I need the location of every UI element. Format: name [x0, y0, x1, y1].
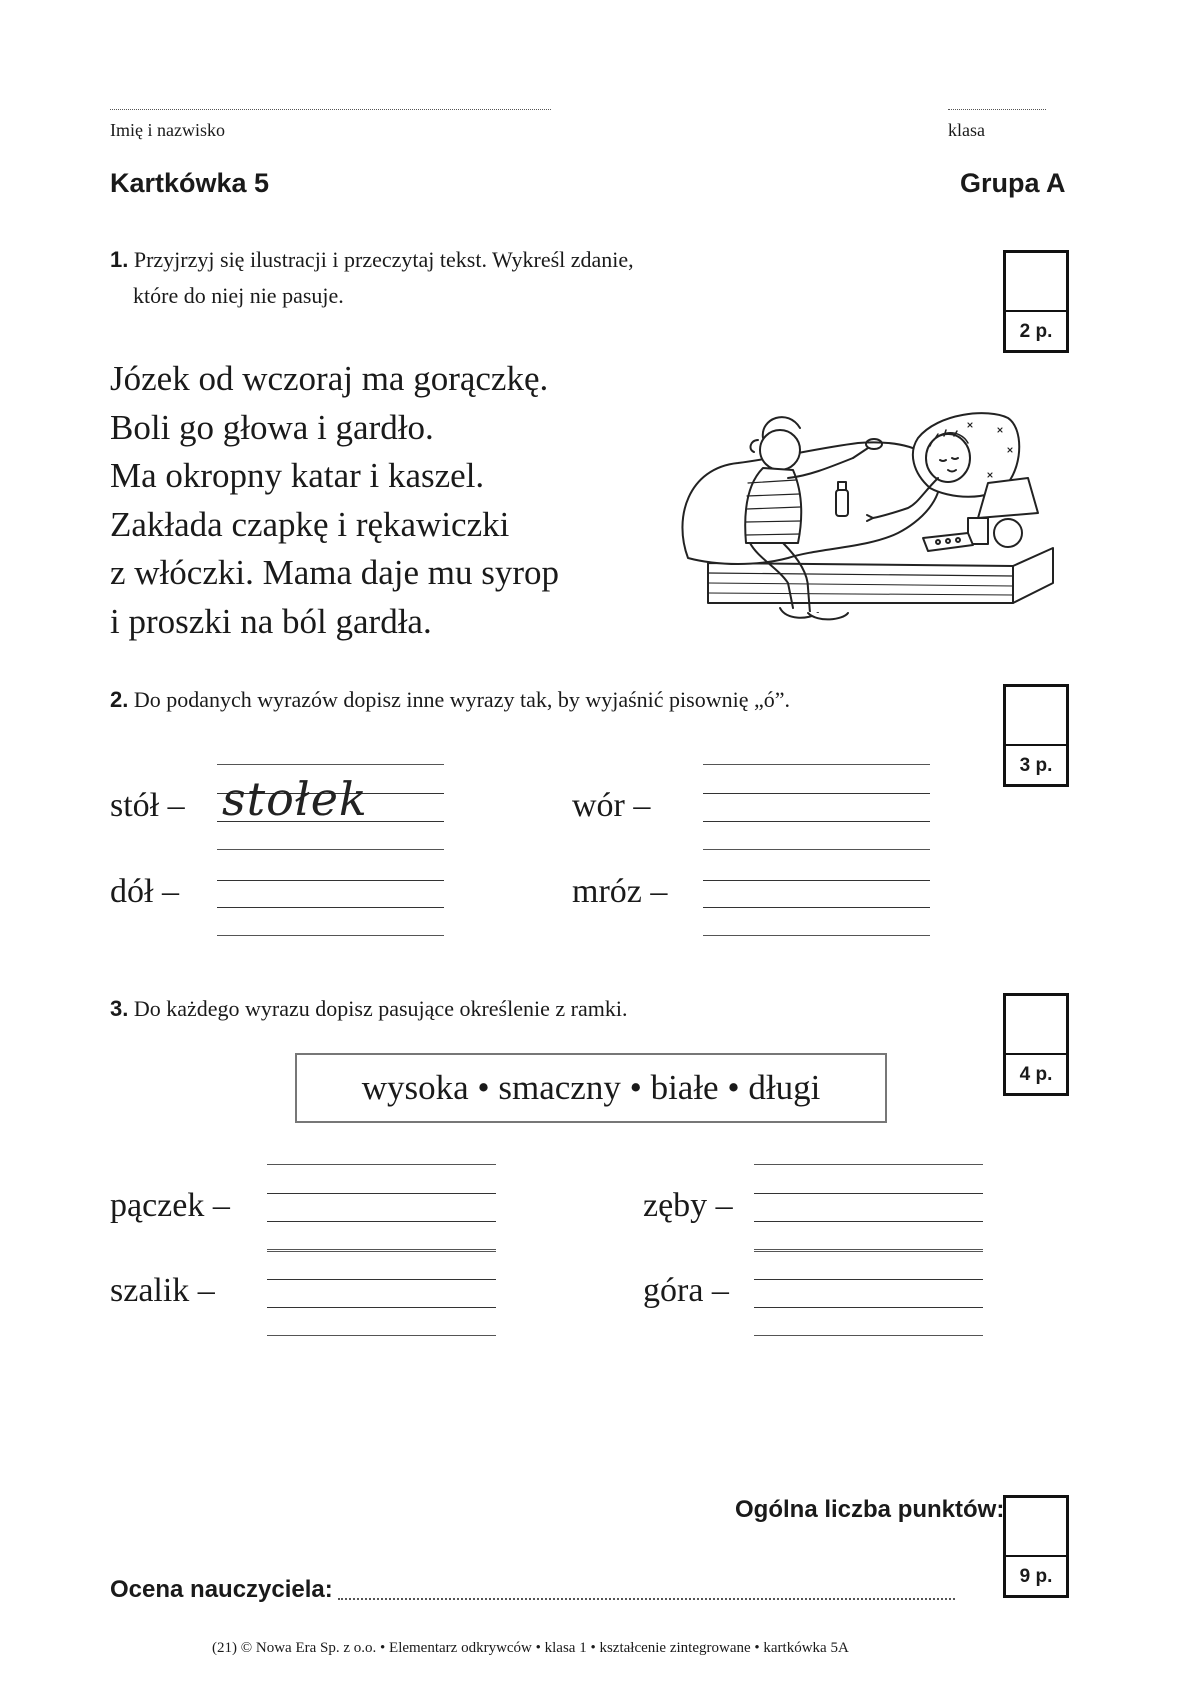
- task2-score-box[interactable]: [1003, 684, 1069, 787]
- story-line[interactable]: Józek od wczoraj ma gorączkę.: [110, 359, 549, 398]
- writing-line[interactable]: [754, 1307, 983, 1308]
- writing-line: [703, 849, 930, 850]
- writing-line[interactable]: [267, 1221, 496, 1222]
- sick-boy-illustration: [668, 408, 1068, 628]
- handwritten-answer-text: stołek: [222, 772, 368, 826]
- task2-number: 2.: [110, 687, 129, 712]
- writing-line: [267, 1251, 496, 1252]
- task1-score-box[interactable]: [1003, 250, 1069, 353]
- writing-line[interactable]: [267, 1279, 496, 1280]
- total-points-label: Ogólna liczba punktów:: [735, 1496, 1005, 1523]
- task2-word-mroz: mróz –: [572, 873, 668, 910]
- task2-instruction: [110, 682, 1010, 718]
- writing-line: [267, 1249, 496, 1250]
- task3-instruction-text: Do każdego wyrazu dopisz pasujące określenie z ramki.: [133, 996, 628, 1021]
- writing-line[interactable]: [703, 907, 930, 908]
- story-line[interactable]: Zakłada czapkę i rękawiczki: [110, 504, 510, 544]
- task2-points: 3 p.: [1019, 755, 1053, 776]
- writing-line: [267, 1164, 496, 1165]
- writing-line: [217, 935, 444, 936]
- name-dotted-line[interactable]: [110, 109, 551, 110]
- task1-number: 1.: [110, 247, 129, 272]
- task2-instruction-text: Do podanych wyrazów dopisz inne wyrazy tak, by wyjaśnić pisownię „ó”.: [133, 687, 791, 712]
- writing-line[interactable]: [754, 1279, 983, 1280]
- name-label: Imię i nazwisko: [110, 120, 225, 140]
- writing-line[interactable]: [703, 793, 930, 794]
- task2-word-dol: dół –: [110, 873, 179, 910]
- task3-score-box[interactable]: [1003, 993, 1069, 1096]
- writing-line: [703, 764, 930, 765]
- task1-instruction-line1: Przyjrzyj się ilustracji i przeczytaj tekst. Wykreśl zdanie,: [133, 247, 634, 272]
- writing-line: [754, 1335, 983, 1336]
- writing-line: [267, 1335, 496, 1336]
- task1-score-input[interactable]: [1006, 253, 1066, 312]
- writing-line: [703, 935, 930, 936]
- writing-line: [754, 1164, 983, 1165]
- writing-line[interactable]: [217, 880, 444, 881]
- writing-line: [217, 849, 444, 850]
- total-score-input[interactable]: [1006, 1498, 1066, 1557]
- teacher-grade-label: Ocena nauczyciela:: [110, 1576, 333, 1603]
- story-line[interactable]: Ma okropny katar i kaszel.: [110, 456, 485, 496]
- task3-word-zeby: zęby –: [643, 1187, 733, 1224]
- task1-points: 2 p.: [1019, 321, 1053, 342]
- task2-word-stol: stół –: [110, 787, 185, 824]
- footer-copyright: (21) © Nowa Era Sp. z o.o. • Elementarz odkrywców • klasa 1 • kształcenie zintegrowane • kartkówka 5A: [212, 1640, 849, 1656]
- writing-line: [754, 1251, 983, 1252]
- writing-line[interactable]: [267, 1193, 496, 1194]
- story-line[interactable]: Boli go głowa i gardło.: [110, 407, 434, 447]
- task1-instruction: [110, 242, 830, 314]
- story-line[interactable]: z włóczki. Mama daje mu syrop: [110, 553, 560, 593]
- class-label: klasa: [948, 120, 985, 140]
- task3-word-gora: góra –: [643, 1272, 729, 1309]
- total-points: 9 p.: [1019, 1566, 1053, 1587]
- group-label: Grupa A: [960, 168, 1066, 198]
- task3-number: 3.: [110, 996, 129, 1021]
- page-title: Kartkówka 5: [110, 168, 270, 198]
- writing-line[interactable]: [703, 880, 930, 881]
- writing-line: [217, 764, 444, 765]
- word-bank-frame: [295, 1053, 887, 1123]
- writing-line[interactable]: [754, 1193, 983, 1194]
- task3-instruction: [110, 991, 910, 1027]
- word-bank-text: wysoka • smaczny • białe • długi: [361, 1068, 821, 1107]
- story-line[interactable]: i proszki na ból gardła.: [110, 601, 432, 641]
- writing-line: [754, 1249, 983, 1250]
- writing-line[interactable]: [267, 1307, 496, 1308]
- writing-line[interactable]: [703, 821, 930, 822]
- task1-story: [110, 355, 670, 647]
- teacher-grade-dotted-line[interactable]: [338, 1598, 955, 1600]
- handwritten-answer-stolek: [222, 772, 368, 826]
- total-score-box[interactable]: [1003, 1495, 1069, 1598]
- task2-score-input[interactable]: [1006, 687, 1066, 746]
- writing-line[interactable]: [754, 1221, 983, 1222]
- task3-points: 4 p.: [1019, 1064, 1053, 1085]
- writing-line[interactable]: [217, 907, 444, 908]
- task2-word-wor: wór –: [572, 787, 651, 824]
- task3-word-szalik: szalik –: [110, 1272, 215, 1309]
- task3-word-paczek: pączek –: [110, 1187, 230, 1224]
- task1-instruction-line2: które do niej nie pasuje.: [133, 283, 344, 308]
- class-dotted-line[interactable]: [948, 109, 1046, 110]
- task3-score-input[interactable]: [1006, 996, 1066, 1055]
